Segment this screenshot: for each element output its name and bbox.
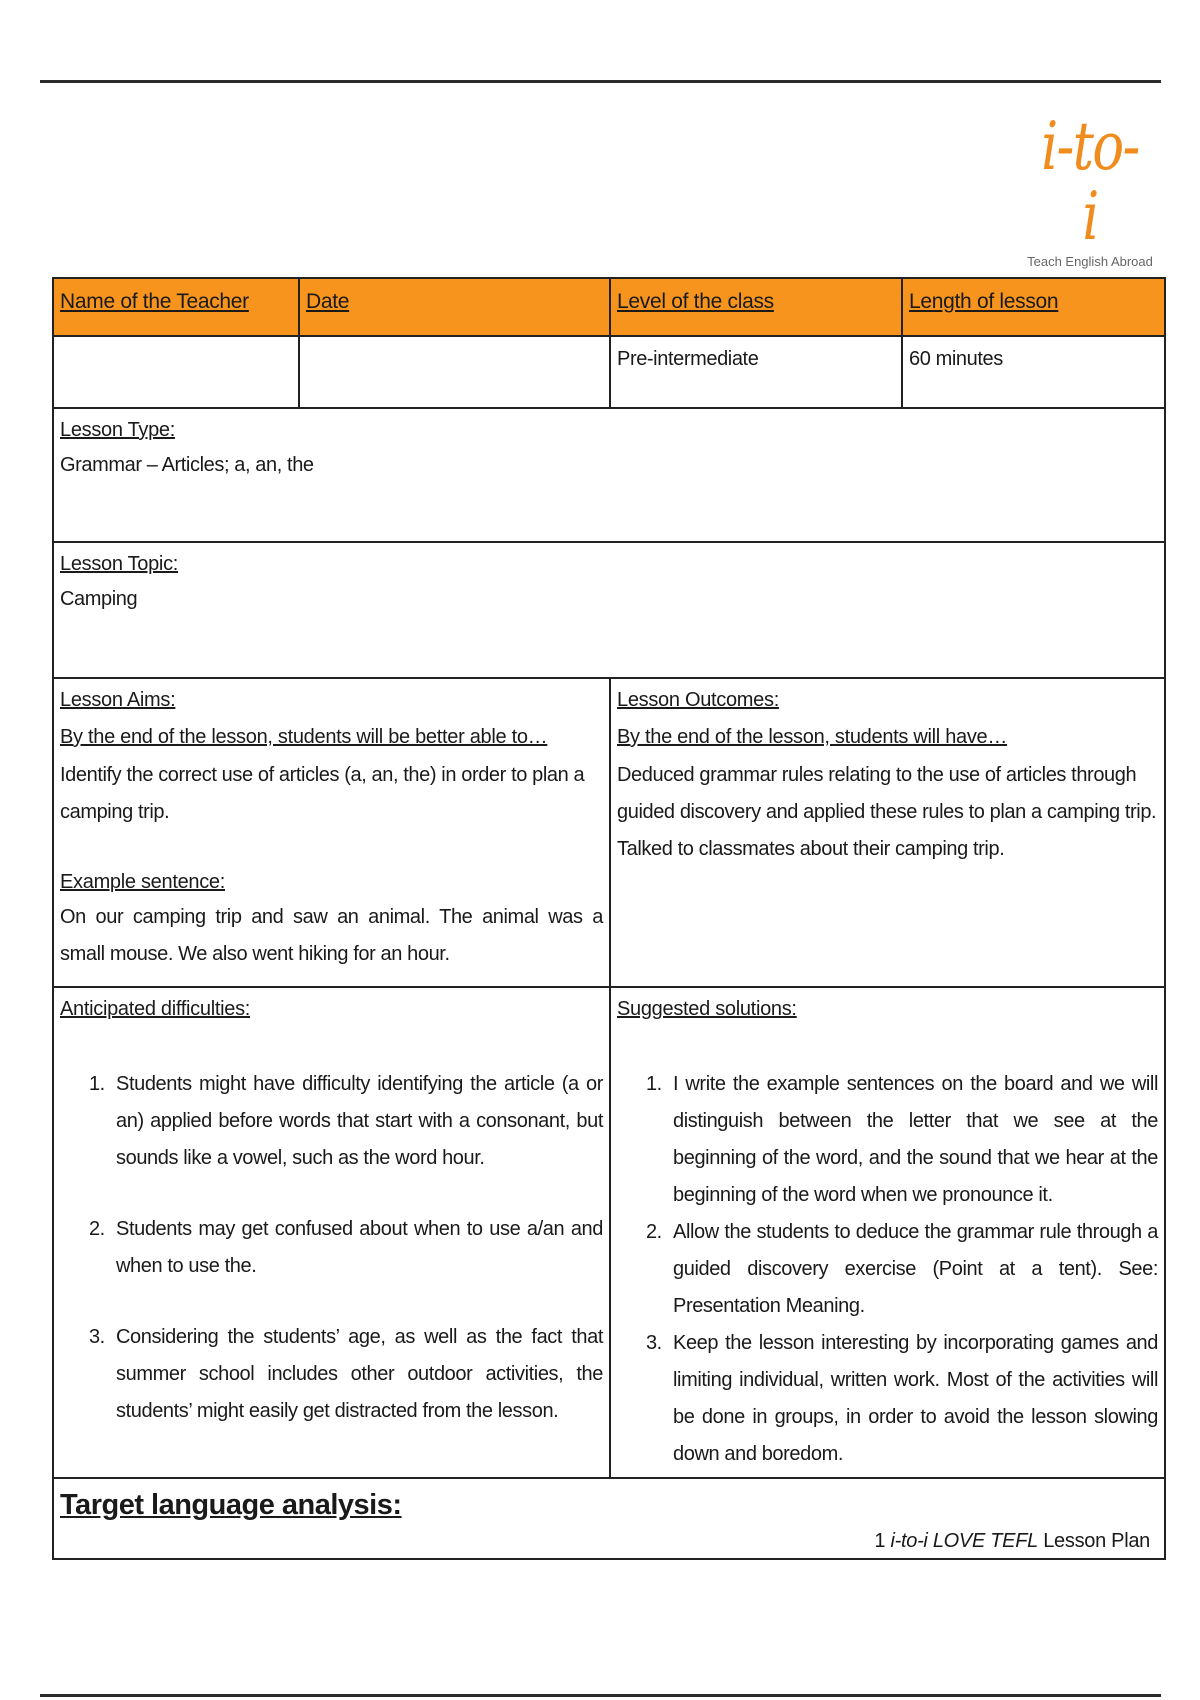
outcomes-text-1: Deduced grammar rules relating to the use of articles through guided discovery and applied these rules to plan a camping trip. xyxy=(617,764,1157,823)
logo-tagline: Teach English Abroad xyxy=(1027,254,1153,269)
difficulty-item: 3. Considering the students’ age, as well as the fact that summer school includes other outdoor activities, the students’ might easily get distracted from the lesson. xyxy=(110,1319,603,1430)
bottom-rule xyxy=(40,1694,1161,1697)
solutions-list xyxy=(617,1066,1158,1473)
lesson-topic-label: Lesson Topic: xyxy=(60,553,179,575)
outcomes-cell xyxy=(610,678,1165,987)
teacher-cell xyxy=(53,336,299,408)
level-header: Level of the class xyxy=(610,278,902,336)
lesson-topic-row xyxy=(53,542,1165,678)
aims-text: Identify the correct use of articles (a, an, the) in order to plan a camping trip. xyxy=(60,764,585,823)
solution-item: 2. Allow the students to deduce the grammar rule through a guided discovery exercise (Point at a tent). See: Presentation Meaning. xyxy=(667,1214,1158,1325)
difficulties-row xyxy=(53,987,1165,1478)
example-label: Example sentence: xyxy=(60,871,225,893)
aims-label: Lesson Aims: xyxy=(60,689,176,711)
outcomes-text-2: Talked to classmates about their camping trip. xyxy=(617,838,1005,860)
lesson-topic-value: Camping xyxy=(60,588,138,610)
teacher-header: Name of the Teacher xyxy=(53,278,299,336)
difficulty-item: 2. Students may get confused about when to use a/an and when to use the. xyxy=(110,1211,603,1285)
solution-item: 3. Keep the lesson interesting by incorporating games and limiting individual, written work. Most of the activities will be done in groups, in order to avoid the lesson slowing down and boredom. xyxy=(667,1325,1158,1473)
target-language-label: Target language analysis: xyxy=(60,1489,402,1521)
aims-cell xyxy=(53,678,610,987)
lesson-type-label: Lesson Type: xyxy=(60,419,176,441)
lesson-type-cell xyxy=(53,408,1165,542)
logo-mark: i-to-i xyxy=(1041,108,1139,255)
lesson-plan-table xyxy=(52,277,1166,1560)
outcomes-label: Lesson Outcomes: xyxy=(617,689,779,711)
length-header: Length of lesson xyxy=(902,278,1165,336)
difficulties-label: Anticipated difficulties: xyxy=(60,998,251,1020)
lesson-type-row xyxy=(53,408,1165,542)
outcomes-intro: By the end of the lesson, students will have… xyxy=(617,726,1008,748)
i-to-i-logo xyxy=(1020,108,1160,269)
date-cell xyxy=(299,336,610,408)
page-footer xyxy=(874,1530,1150,1553)
difficulty-item: 1. Students might have difficulty identifying the article (a or an) applied before words that start with a consonant, but sounds like a vowel, such as the word hour. xyxy=(110,1066,603,1177)
difficulties-list xyxy=(60,1066,603,1430)
lesson-type-value: Grammar – Articles; a, an, the xyxy=(60,454,314,476)
footer-suffix: Lesson Plan xyxy=(1043,1530,1150,1552)
solutions-label: Suggested solutions: xyxy=(617,998,797,1020)
header-row xyxy=(53,278,1165,336)
difficulties-cell xyxy=(53,987,610,1478)
footer-brand: i-to-i LOVE TEFL xyxy=(890,1530,1038,1552)
page-number: 1 xyxy=(874,1530,886,1552)
example-sentence: On our camping trip and saw an animal. The animal was a small mouse. We also went hiking for an hour. xyxy=(60,906,603,965)
aims-intro: By the end of the lesson, students will be better able to… xyxy=(60,726,548,748)
lesson-topic-cell xyxy=(53,542,1165,678)
length-cell: 60 minutes xyxy=(902,336,1165,408)
aims-row xyxy=(53,678,1165,987)
date-header: Date xyxy=(299,278,610,336)
solution-item: 1. I write the example sentences on the board and we will distinguish between the letter that we see at the beginning of the word, and the sound that we hear at the beginning of the word when we pronounce it. xyxy=(667,1066,1158,1214)
solutions-cell xyxy=(610,987,1165,1478)
top-rule xyxy=(40,80,1161,83)
level-cell: Pre-intermediate xyxy=(610,336,902,408)
info-row xyxy=(53,336,1165,408)
